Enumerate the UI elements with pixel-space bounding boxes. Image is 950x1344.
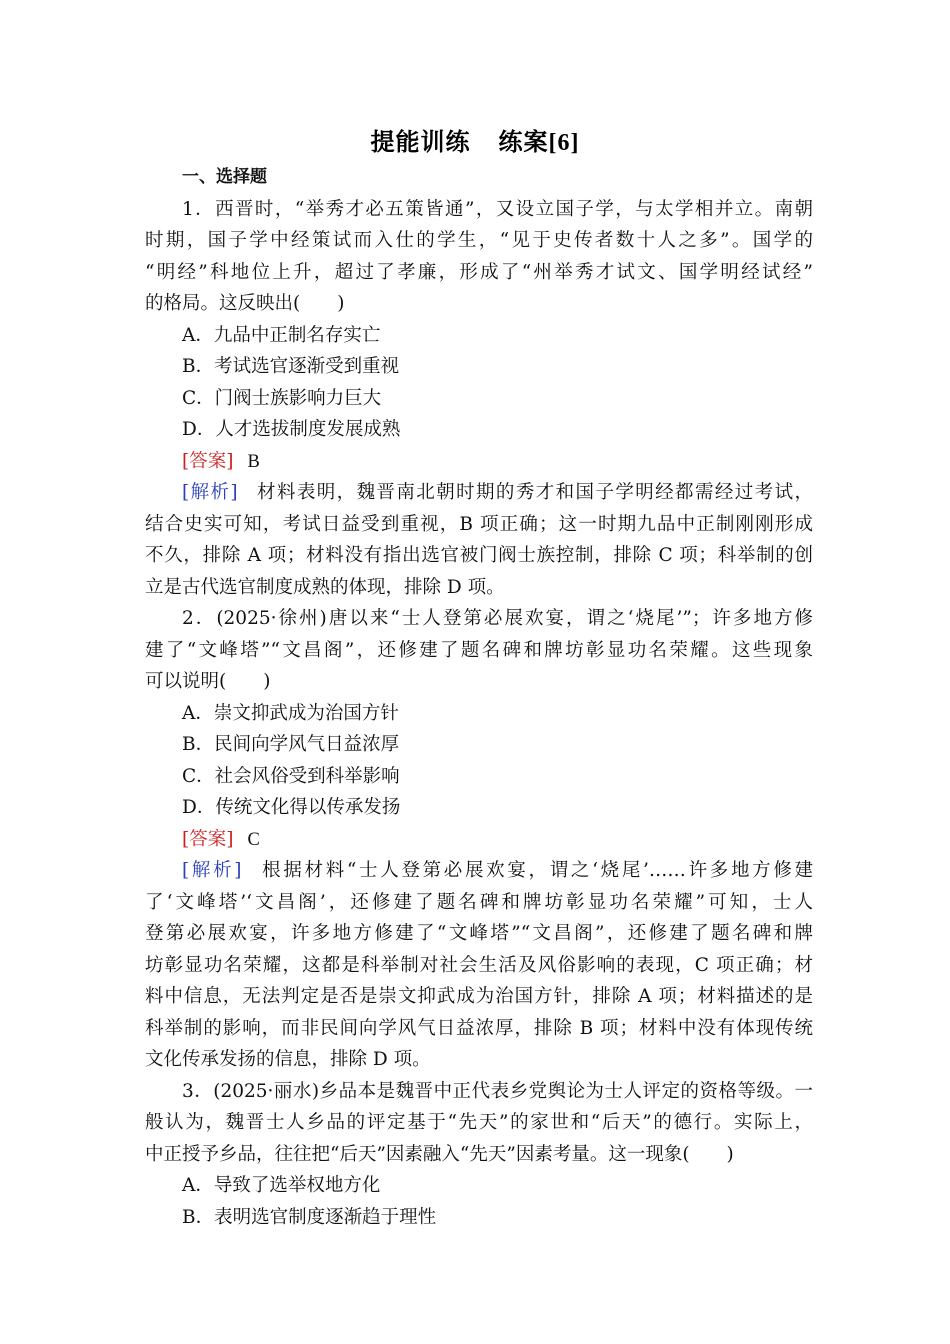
q1-option-b: B．考试选官逐渐受到重视 bbox=[182, 356, 400, 377]
page-title bbox=[0, 122, 950, 157]
q1-analysis-line: 不久，排除 A 项；材料没有指出选官被门阀士族控制，排除 C 项；科举制的创 bbox=[145, 545, 813, 566]
question-3 bbox=[145, 1076, 813, 1234]
document-body bbox=[145, 162, 813, 1233]
q2-option-b: B．民间向学风气日益浓厚 bbox=[182, 734, 400, 755]
q2-analysis-text: 根据材料“士人登第必展欢宴，谓之‘烧尾’……许多地方修建 bbox=[259, 860, 813, 881]
q1-analysis-text: 材料表明，魏晋南北朝时期的秀才和国子学明经都需经过考试， bbox=[255, 482, 813, 503]
q2-stem-line: 可以说明( ) bbox=[145, 671, 271, 692]
question-1 bbox=[145, 194, 813, 604]
q2-answer-row bbox=[145, 824, 813, 856]
q1-stem-line: 的格局。这反映出( ) bbox=[145, 293, 345, 314]
q1-answer-row bbox=[145, 446, 813, 478]
q2-stem-line: 建了“文峰塔”“文昌阁”，还修建了题名碑和牌坊彰显功名荣耀。这些现象 bbox=[145, 639, 813, 661]
q2-analysis-line: 科举制的影响，而非民间向学风气日益浓厚，排除 B 项；材料中没有体现传统 bbox=[145, 1017, 813, 1039]
q2-stem-line: 2．(2025·徐州)唐以来“士人登第必展欢宴，谓之‘烧尾’”；许多地方修 bbox=[182, 608, 813, 629]
section-heading: 一、选择题 bbox=[182, 167, 267, 187]
q2-answer-tag: [答案] bbox=[182, 828, 234, 850]
q2-analysis-line: 登第必展欢宴，许多地方修建了“文峰塔”“文昌阁”，还修建了题名碑和牌 bbox=[145, 923, 813, 944]
q1-analysis-line: 立是古代选官制度成熟的体现，排除 D 项。 bbox=[145, 576, 505, 598]
q2-analysis-line bbox=[145, 855, 813, 887]
q1-analysis-line bbox=[145, 477, 813, 509]
q2-option-a: A．崇文抑武成为治国方针 bbox=[182, 702, 399, 724]
q1-answer-value: B bbox=[247, 451, 260, 472]
q3-stem-line: 3．(2025·丽水)乡品本是魏晋中正代表乡党舆论为士人评定的资格等级。一 bbox=[182, 1080, 813, 1102]
q1-analysis-tag: [解析] bbox=[182, 482, 238, 503]
q1-option-d: D．人才选拔制度发展成熟 bbox=[182, 419, 401, 440]
q1-answer-tag: [答案] bbox=[182, 450, 234, 472]
q3-option-a: A．导致了选举权地方化 bbox=[182, 1175, 381, 1196]
q2-analysis-line: 坊彰显功名荣耀，这都是科举制对社会生活及风俗影响的表现，C 项正确；材 bbox=[145, 954, 813, 976]
question-2 bbox=[145, 603, 813, 1076]
q2-analysis-line: 料中信息，无法判定是否是崇文抑武成为治国方针，排除 A 项；材料描述的是 bbox=[145, 986, 813, 1007]
q3-stem-line: 中正授予乡品，往往把“后天”因素融入“先天”因素考量。这一现象( ) bbox=[145, 1143, 734, 1165]
q2-analysis-line: 了‘文峰塔’‘文昌阁’，还修建了题名碑和牌坊彰显功名荣耀”可知，士人 bbox=[145, 891, 813, 913]
title-right: 练案[6] bbox=[498, 130, 580, 156]
q1-stem-line: 时期，国子学中经策试而入仕的学生，“见于史传者数十人之多”。国学的 bbox=[145, 230, 813, 251]
q2-option-c: C．社会风俗受到科举影响 bbox=[182, 765, 400, 787]
q1-option-a: A．九品中正制名存实亡 bbox=[182, 324, 381, 346]
q1-analysis-line: 结合史实可知，考试日益受到重视，B 项正确；这一时期九品中正制刚刚形成 bbox=[145, 513, 813, 535]
q1-stem-line: 1．西晋时，“举秀才必五策皆通”，又设立国子学，与太学相并立。南朝 bbox=[182, 198, 813, 220]
q2-analysis-line: 文化传承发扬的信息，排除 D 项。 bbox=[145, 1049, 431, 1070]
q3-stem-line: 般认为，魏晋士人乡品的评定基于“先天”的家世和“后天”的德行。实际上， bbox=[145, 1112, 813, 1133]
q1-option-c: C．门阀士族影响力巨大 bbox=[182, 387, 382, 409]
q2-option-d: D．传统文化得以传承发扬 bbox=[182, 797, 401, 818]
q3-option-b: B．表明选官制度逐渐趋于理性 bbox=[182, 1206, 437, 1228]
q1-stem-line: “明经”科地位上升，超过了孝廉，形成了“州举秀才试文、国学明经试经” bbox=[145, 261, 813, 283]
title-left: 提能训练 bbox=[370, 130, 471, 156]
q2-answer-value: C bbox=[247, 829, 260, 850]
q2-analysis-tag: [解析] bbox=[182, 860, 242, 881]
